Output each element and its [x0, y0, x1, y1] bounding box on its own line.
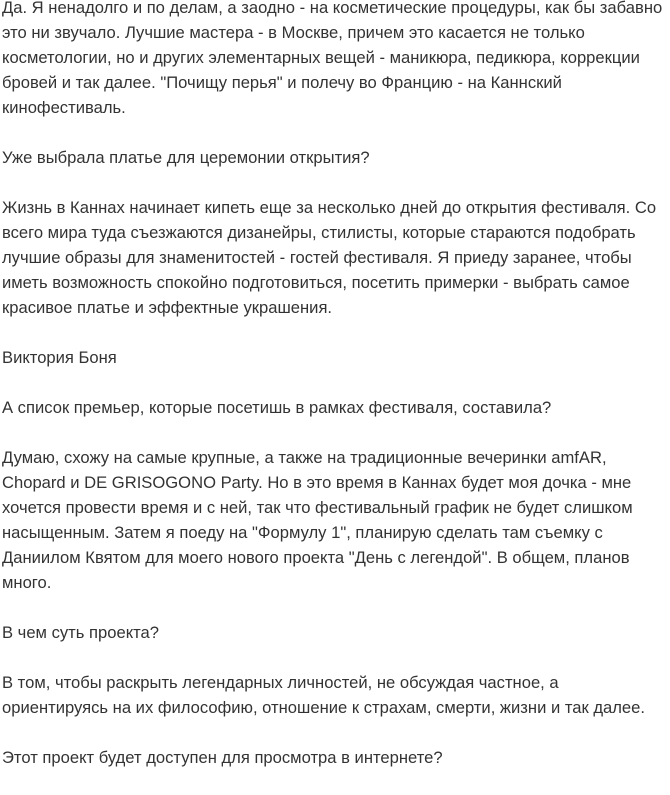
interview-question-project: В чем суть проекта? — [2, 623, 160, 642]
photo-caption-name: Виктория Боня — [2, 348, 117, 367]
article-paragraph-project: В том, чтобы раскрыть легендарных личностей, не обсуждая частное, а ориентируясь на их философию, отношение к страхам, смерти, жизни и так далее. — [2, 673, 645, 717]
interview-question-premieres: А список премьер, которые посетишь в рамках фестиваля, составила? — [2, 398, 552, 417]
interview-question-internet: Этот проект будет доступен для просмотра в интернете? — [2, 748, 443, 767]
article-paragraph-cannes-life: Жизнь в Каннах начинает кипеть еще за несколько дней до открытия фестиваля. Со всего мира туда съезжаются дизанейры, стилисты, которые стараются подобрать лучшие образы для знаменитостей - гостей фестиваля. Я приеду заранее, чтобы иметь возможность спокойно подготовиться, посетить примерки - выбрать самое красивое платье и эффектные украшения. — [2, 198, 657, 317]
interview-question-dress: Уже выбрала платье для церемонии открытия? — [2, 148, 370, 167]
article-paragraph-1: Да. Я ненадолго и по делам, а заодно - на косметические процедуры, как бы забавно это ни звучало. Лучшие мастера - в Москве, причем это касается не только косметологии, но и других элементарных вещей - маникюра, педикюра, коррекции бровей и так далее. "Почищу перья" и полечу во Францию - на Каннский кинофестиваль. — [2, 0, 663, 117]
article-body — [2, 0, 664, 795]
article-paragraph-parties: Думаю, схожу на самые крупные, а также на традиционные вечеринки amfAR, Chopard и DE GRISOGONO Party. Но в это время в Каннах будет моя дочка - мне хочется провести время и с ней, так что фестивальный график не будет слишком насыщенным. Затем я поеду на "Формулу 1", планирую сделать там съемку с Даниилом Квятом для моего нового проекта "День с легендой". В общем, планов много. — [2, 448, 633, 592]
